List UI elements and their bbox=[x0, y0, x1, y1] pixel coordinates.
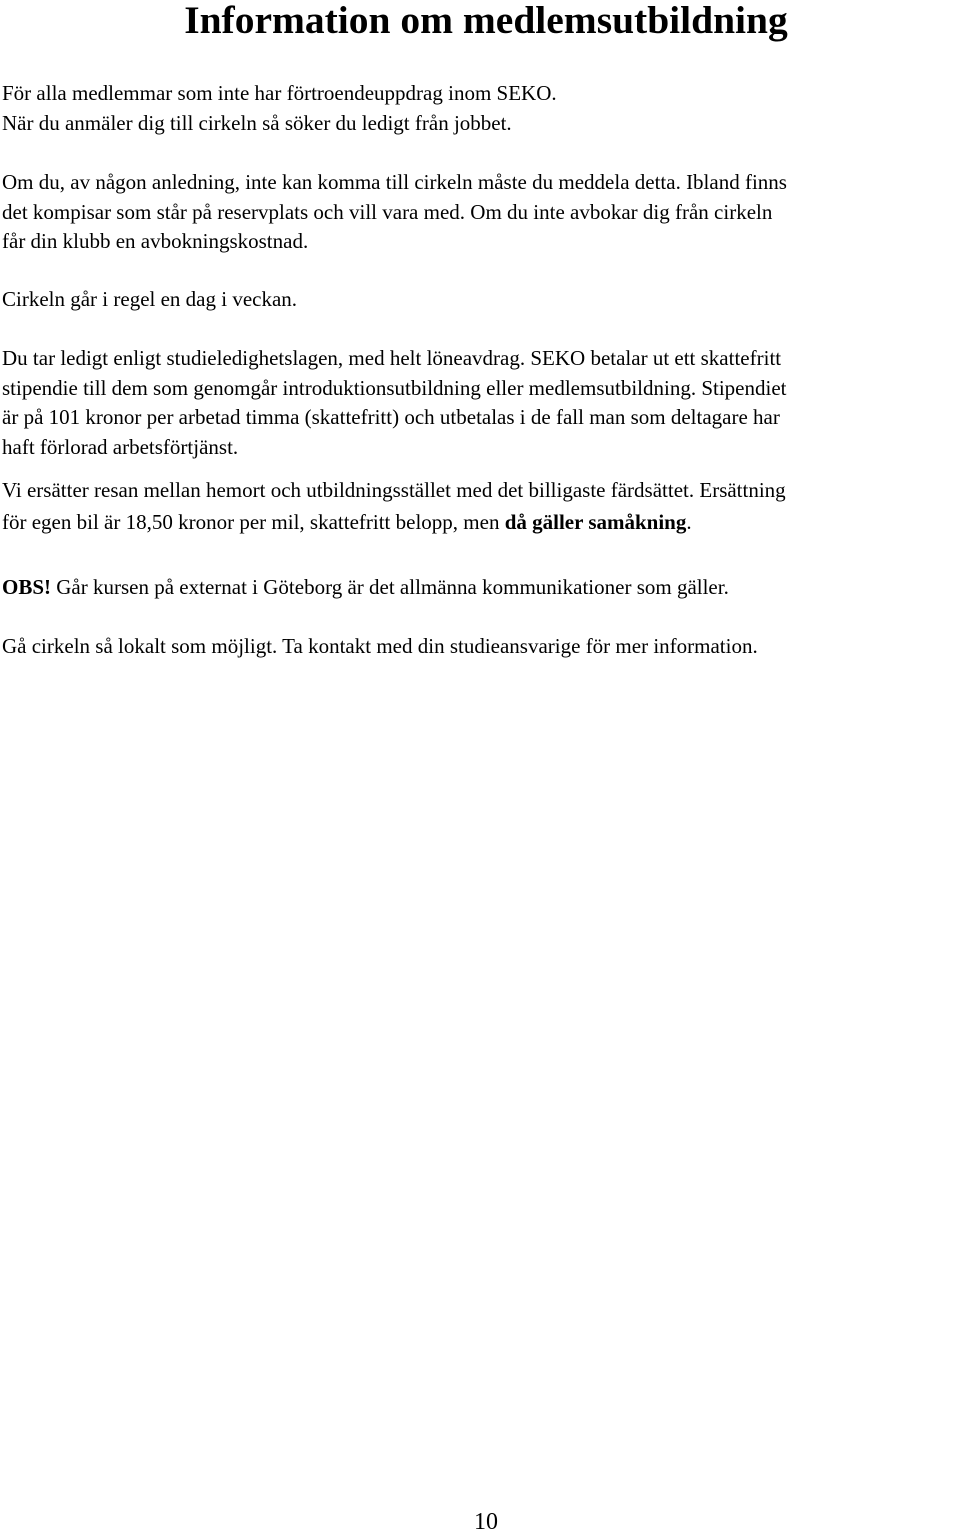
text-line: Du tar ledigt enligt studieledighetslagen, med helt löneavdrag. SEKO betalar ut ett skattefritt bbox=[2, 346, 782, 370]
text-line: Vi ersätter resan mellan hemort och utbildningsstället med det billigaste färdsättet. Ersättning bbox=[2, 478, 786, 502]
paragraph-schedule bbox=[2, 285, 960, 315]
text-line: Om du, av någon anledning, inte kan komma till cirkeln måste du meddela detta. Ibland finns bbox=[2, 170, 787, 194]
text-line: När du anmäler dig till cirkeln så söker du ledigt från jobbet. bbox=[2, 110, 512, 135]
text-line: haft förlorad arbetsförtjänst. bbox=[2, 434, 239, 459]
text-line: Gå cirkeln så lokalt som möjligt. Ta kontakt med din studieansvarige för mer information. bbox=[2, 634, 758, 658]
paragraph-local bbox=[2, 632, 960, 662]
text-line bbox=[2, 573, 960, 603]
paragraph-cancellation bbox=[2, 168, 960, 257]
text-line: får din klubb en avbokningskostnad. bbox=[2, 229, 309, 254]
emphasis-carpool: då gäller samåkning bbox=[504, 509, 687, 534]
text-line: För alla medlemmar som inte har förtroendeuppdrag inom SEKO. bbox=[2, 81, 557, 105]
page-title: Information om medlemsutbildning bbox=[184, 0, 788, 42]
text-run: Går kursen på externat i Göteborg är det allmänna kommunikationer som gäller. bbox=[51, 575, 729, 599]
text-line: stipendie till dem som genomgår introduktionsutbildning eller medlemsutbildning. Stipendiet bbox=[2, 375, 787, 400]
obs-label: OBS! bbox=[2, 575, 52, 599]
text-line bbox=[2, 507, 960, 539]
page-number: 10 bbox=[474, 1509, 498, 1535]
text-line: det kompisar som står på reservplats och vill vara med. Om du inte avbokar dig från cirkeln bbox=[2, 199, 773, 224]
paragraph-membership bbox=[2, 79, 960, 138]
text-line: Cirkeln går i regel en dag i veckan. bbox=[2, 287, 298, 311]
text-line: är på 101 kronor per arbetad timma (skattefritt) och utbetalas i de fall man som deltagare har bbox=[2, 405, 780, 430]
text-run: . bbox=[686, 509, 692, 534]
paragraph-study-leave bbox=[2, 344, 960, 462]
text-run: för egen bil är 18,50 kronor per mil, skattefritt belopp, men bbox=[2, 509, 505, 534]
paragraph-travel bbox=[2, 475, 960, 539]
paragraph-obs bbox=[2, 573, 960, 603]
